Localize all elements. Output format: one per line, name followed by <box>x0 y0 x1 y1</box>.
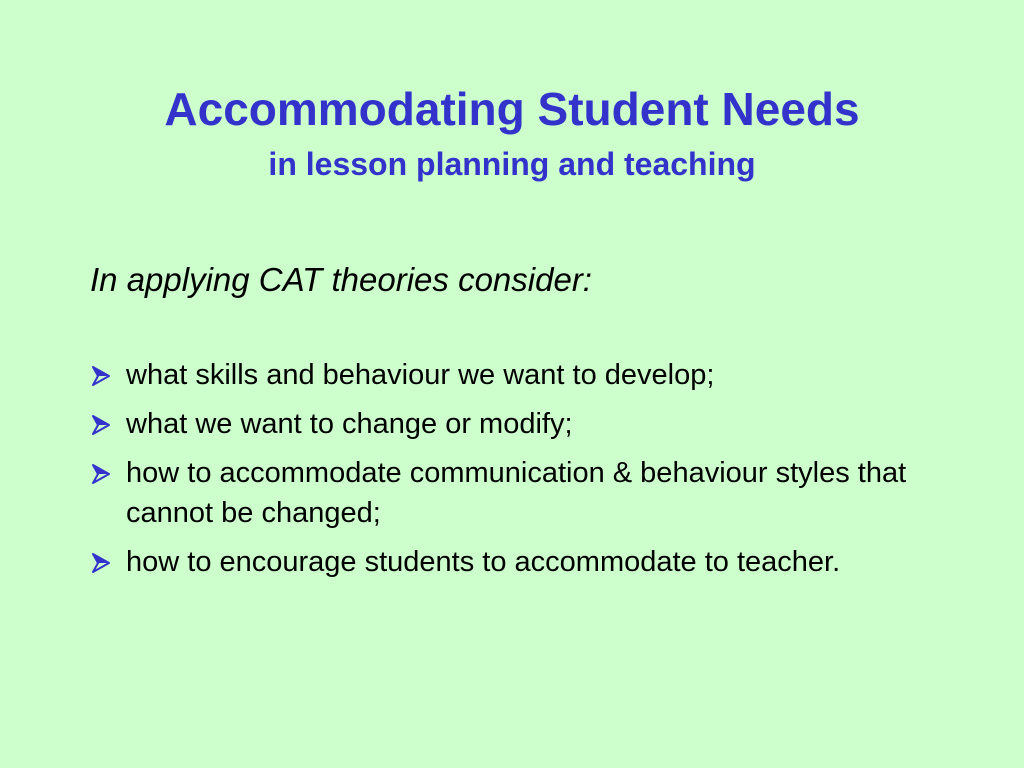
bullet-item <box>90 453 950 533</box>
bullet-item <box>90 542 950 582</box>
bullet-item <box>90 404 950 444</box>
bullet-text: what we want to change or modify; <box>126 408 573 440</box>
bullet-item <box>90 355 950 395</box>
bullet-list <box>90 355 950 591</box>
arrow-bullet-icon <box>90 552 112 574</box>
arrow-bullet-icon <box>90 365 112 387</box>
slide-title: Accommodating Student Needs <box>164 83 860 135</box>
slide-subtitle: in lesson planning and teaching <box>268 146 756 182</box>
bullet-text: how to encourage students to accommodate to teacher. <box>126 546 841 578</box>
arrow-bullet-icon <box>90 414 112 436</box>
intro-text: In applying CAT theories consider: <box>90 261 592 298</box>
bullet-text: how to accommodate communication & behaviour styles that cannot be changed; <box>126 457 907 529</box>
bullet-text: what skills and behaviour we want to develop; <box>126 359 715 391</box>
arrow-bullet-icon <box>90 463 112 485</box>
